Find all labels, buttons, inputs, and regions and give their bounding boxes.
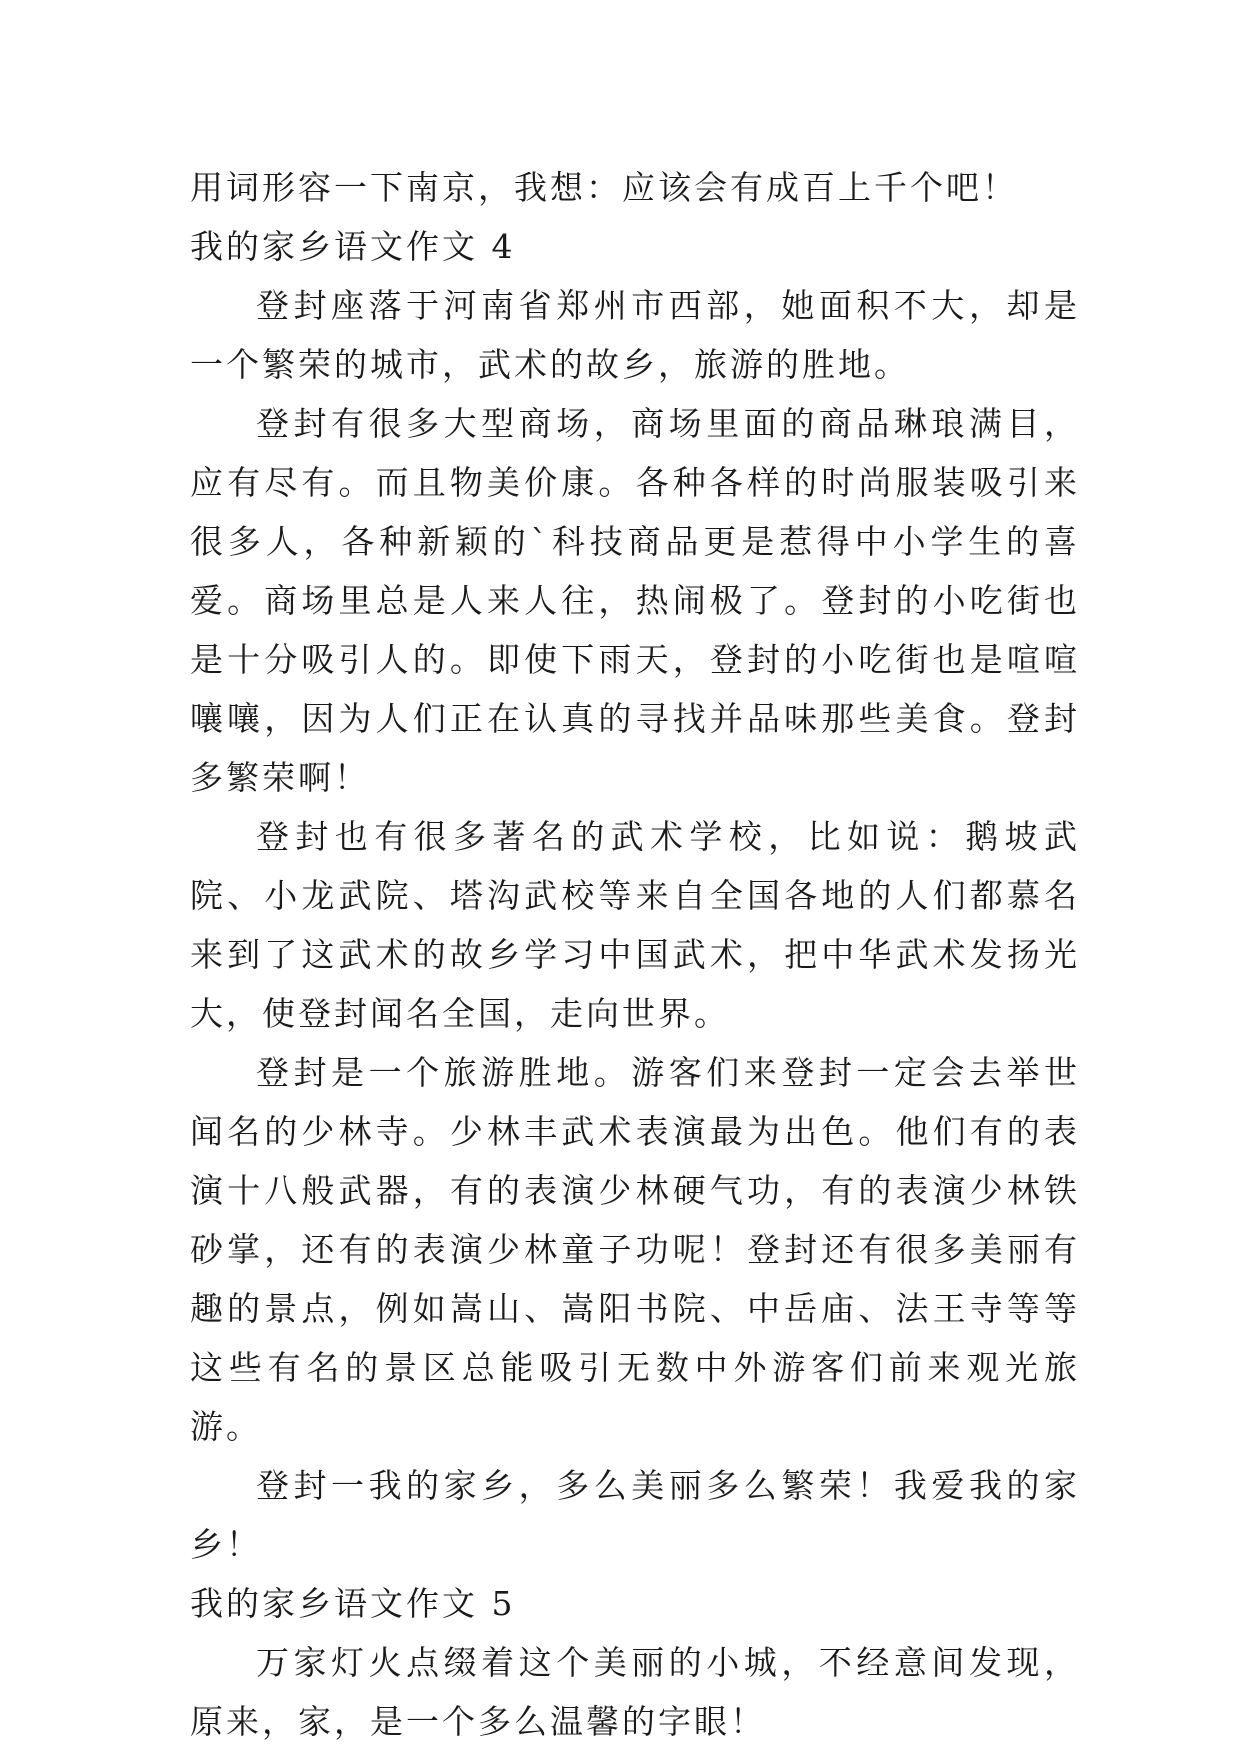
paragraph-conclusion: 登封一我的家乡，多么美丽多么繁荣！我爱我的家乡！ [190, 1466, 1080, 1564]
paragraph-tourism: 登封是一个旅游胜地。游客们来登封一定会去举世闻名的少林寺。少林丰武术表演最为出色。他们有的表演十八般武器，有的表演少林硬气功，有的表演少林铁砂掌，还有的表演少林童子功呢！登封还有很多美丽有趣的景点，例如嵩山、嵩阳书院、中岳庙、法王寺等等这些有名的景区总能吸引无数中外游客们前来观光旅游。 [190, 1053, 1080, 1446]
paragraph-home: 万家灯火点缀着这个美丽的小城，不经意间发现，原来，家，是一个多么温馨的字眼！ [190, 1643, 1080, 1741]
section-heading-5: 我的家乡语文作文 5 [190, 1584, 516, 1623]
section-heading-4: 我的家乡语文作文 4 [190, 227, 516, 266]
document-body [190, 158, 1080, 1751]
paragraph-martial-arts: 登封也有很多著名的武术学校，比如说：鹅坡武院、小龙武院、塔沟武校等来自全国各地的人们都慕名来到了这武术的故乡学习中国武术，把中华武术发扬光大，使登封闻名全国，走向世界。 [190, 817, 1080, 1033]
paragraph-shopping: 登封有很多大型商场，商场里面的商品琳琅满目，应有尽有。而且物美价康。各种各样的时尚服装吸引来很多人，各种新颖的`科技商品更是惹得中小学生的喜爱。商场里总是人来人往，热闹极了。登封的小吃街也是十分吸引人的。即使下雨天，登封的小吃街也是喧喧嚷嚷，因为人们正在认真的寻找并品味那些美食。登封多繁荣啊！ [190, 404, 1080, 797]
paragraph-continuation: 用词形容一下南京，我想：应该会有成百上千个吧！ [190, 168, 1018, 207]
paragraph-intro: 登封座落于河南省郑州市西部，她面积不大，却是一个繁荣的城市，武术的故乡，旅游的胜地。 [190, 286, 1080, 384]
